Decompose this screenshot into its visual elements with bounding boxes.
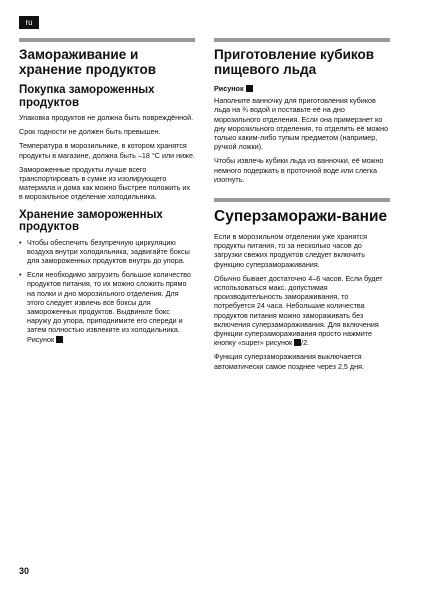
list-item-text: Если необходимо загрузить большое количество продуктов питания, то их можно сложить прямо на полки и дно морозильного отделения. Для этого следует извлечь все боксы для замороженных продуктов. Выдвиньте бокс наружу до упора, приподнимите его спереди и затем полностью извлеките из холодильника. Рисунок — [27, 270, 191, 344]
buying-paragraph-2: Срок годности не должен быть превышен. — [19, 127, 161, 137]
left-column — [19, 38, 195, 349]
buying-paragraph-4: Замороженные продукты лучше всего транспортировать в сумке из изолирующего материала и дома как можно быстрее положить их в морозильное отделение холодильника. — [19, 164, 190, 202]
figure-caption — [214, 84, 390, 93]
list-item-text: Чтобы обеспечить безупречную циркуляцию воздуха внутри холодильника, задвигайте боксы для замороженных продуктов внутрь до упора. — [27, 237, 190, 266]
section-rule — [19, 38, 195, 42]
right-column — [214, 38, 390, 376]
super-paragraph-2-text: Обычно бывает достаточно 4–6 часов. Если будет использоваться макс. допустимая производительность замораживания, то потребуется 24 часа. Небольшие количества продуктов питания можно замораживать без включения суперзамораживания. Для включения функции суперзамораживания просто нажмите кнопку «super» рисунок — [214, 273, 383, 348]
list-item — [27, 238, 195, 266]
storage-list — [19, 238, 195, 344]
figure-ref-icon — [56, 336, 63, 343]
super-paragraph-3: Функция суперзамораживания выключается автоматически самое позднее через 2,5 дня. — [214, 352, 364, 371]
ice-paragraph-2: Чтобы извлечь кубики льда из ванночки, её можно немного подержать в проточной воде или слегка изогнуть. — [214, 156, 384, 184]
buying-paragraph-1: Упаковка продуктов не должна быть повреждённой. — [19, 113, 194, 122]
super-paragraph-2 — [214, 274, 390, 348]
ice-paragraph-1: Наполните ванночку для приготовления кубиков льда на ¾ водой и поставьте её на дно морозильного отделения. Если она примерзнет ко дну морозильного отделения, то отделить её можно только каким-либо тупым предметом (например, ручкой ложки). — [214, 96, 389, 152]
list-item — [27, 270, 195, 344]
figure-label: Рисунок — [214, 84, 244, 93]
super-paragraph-1: Если в морозильном отделении уже хранятся продукты питания, то за несколько часов до загрузки свежих продуктов следует включить функцию суперзамораживания. — [214, 232, 367, 269]
figure-ref-suffix: /2. — [301, 338, 310, 348]
storage-heading: Хранение замороженных продуктов — [19, 208, 163, 234]
buying-heading: Покупка замороженных продуктов — [19, 84, 155, 109]
super-heading: Суперзаморажи-вание — [214, 208, 388, 226]
section-rule — [214, 198, 390, 202]
section-title: Замораживание и хранение продуктов — [19, 47, 157, 77]
buying-paragraph-3: Температура в морозильнике, в котором хранятся продукты в магазине, должна быть –18 °C или ниже. — [19, 141, 195, 160]
language-tag: ru — [19, 16, 39, 29]
section-rule — [214, 38, 390, 42]
figure-ref-icon — [246, 85, 253, 92]
page-number: 30 — [19, 566, 30, 576]
ice-heading: Приготовление кубиков пищевого льда — [214, 47, 375, 77]
